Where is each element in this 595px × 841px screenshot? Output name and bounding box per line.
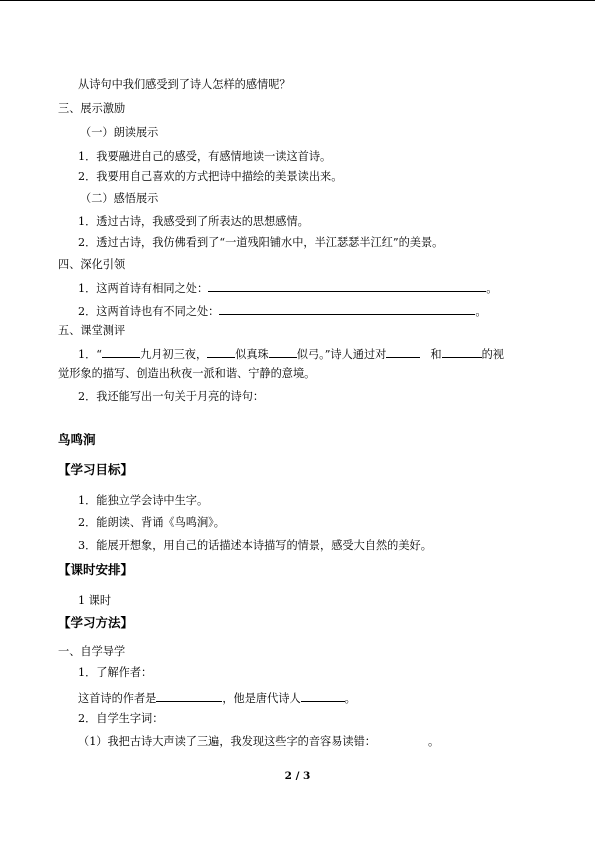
author-text: ，他是唐代诗人 [222,692,301,705]
goal-item-2: 2．能朗读、背诵《鸟鸣涧》。 [78,516,225,529]
section-3-2-item-2: 2．透过古诗，我仿佛看到了“一道残阳铺水中，半江瑟瑟半江红”的美景。 [78,236,444,249]
blank-2[interactable] [207,346,235,358]
period: 。 [344,692,356,705]
heading-method: 【学习方法】 [58,615,134,630]
blank-difference[interactable] [219,303,475,315]
section-3-1-item-1: 1．我要融进自己的感受，有感情地读一读这首诗。 [78,150,332,163]
vocab-item-1 [78,735,439,749]
schedule-text: 1 课时 [78,594,112,607]
author-text: 这首诗的作者是 [78,692,157,705]
method-item-vocab: 2．自学生字词： [78,712,164,725]
author-sentence [78,690,356,706]
quiz-text: 的视 [481,348,504,361]
blank-author[interactable] [156,690,222,702]
section-5-item-1 [78,346,504,362]
blank-4[interactable] [386,346,420,358]
question-feeling: 从诗句中我们感受到了诗人怎样的感情呢？ [78,78,291,91]
section-3-heading: 三、展示激励 [58,102,126,115]
section-5-item-1-continued: 觉形象的描写、创造出秋夜一派和谐、宁静的意境。 [58,367,316,380]
section-3-1-heading: （一）朗读展示 [80,126,159,139]
section-4-item-1-label: 1．这两首诗有相同之处： [78,282,209,295]
blank-5[interactable] [442,346,482,358]
quiz-text: 和 [430,348,442,361]
blank-1[interactable] [102,346,140,358]
section-3-2-item-1: 1．透过古诗，我感受到了所表达的思想感情。 [78,215,309,228]
method-section-1: 一、自学导学 [58,645,126,658]
section-5-heading: 五、课堂测评 [58,324,126,337]
section-4-heading: 四、深化引领 [58,258,126,271]
heading-goals: 【学习目标】 [58,462,134,477]
top-rule [0,0,595,1]
section-4-item-1 [78,280,497,296]
goal-item-1: 1．能独立学会诗中生字。 [78,494,209,507]
goal-item-3: 3．能展开想象，用自己的话描述本诗描写的情景，感受大自然的美好。 [78,539,432,552]
vocab-text: （1）我把古诗大声读了三遍，我发现这些字的音容易读错： [78,735,376,748]
quiz-text: 九月初三夜， [140,348,208,361]
poem-title: 鸟鸣涧 [58,432,96,447]
period: 。 [475,305,487,318]
section-5-item-2: 2．我还能写出一句关于月亮的诗句： [78,390,265,403]
quiz-text: 1．“ [78,348,103,361]
blank-poet[interactable] [301,690,345,702]
section-4-item-2-label: 2．这两首诗也有不同之处： [78,305,220,318]
page-number: 2 / 3 [284,770,311,782]
quiz-text: 似弓。”诗人通过对 [296,348,387,361]
blank-similarity[interactable] [208,280,486,292]
period: 。 [486,282,498,295]
section-3-2-heading: （二）感悟展示 [80,192,159,205]
quiz-text: 似真珠 [235,348,269,361]
section-3-1-item-2: 2．我要用自己喜欢的方式把诗中描绘的美景读出来。 [78,170,343,183]
blank-3[interactable] [269,346,297,358]
method-item-author: 1．了解作者： [78,666,153,679]
heading-schedule: 【课时安排】 [58,562,134,577]
period: 。 [428,735,440,748]
section-4-item-2 [78,303,487,319]
